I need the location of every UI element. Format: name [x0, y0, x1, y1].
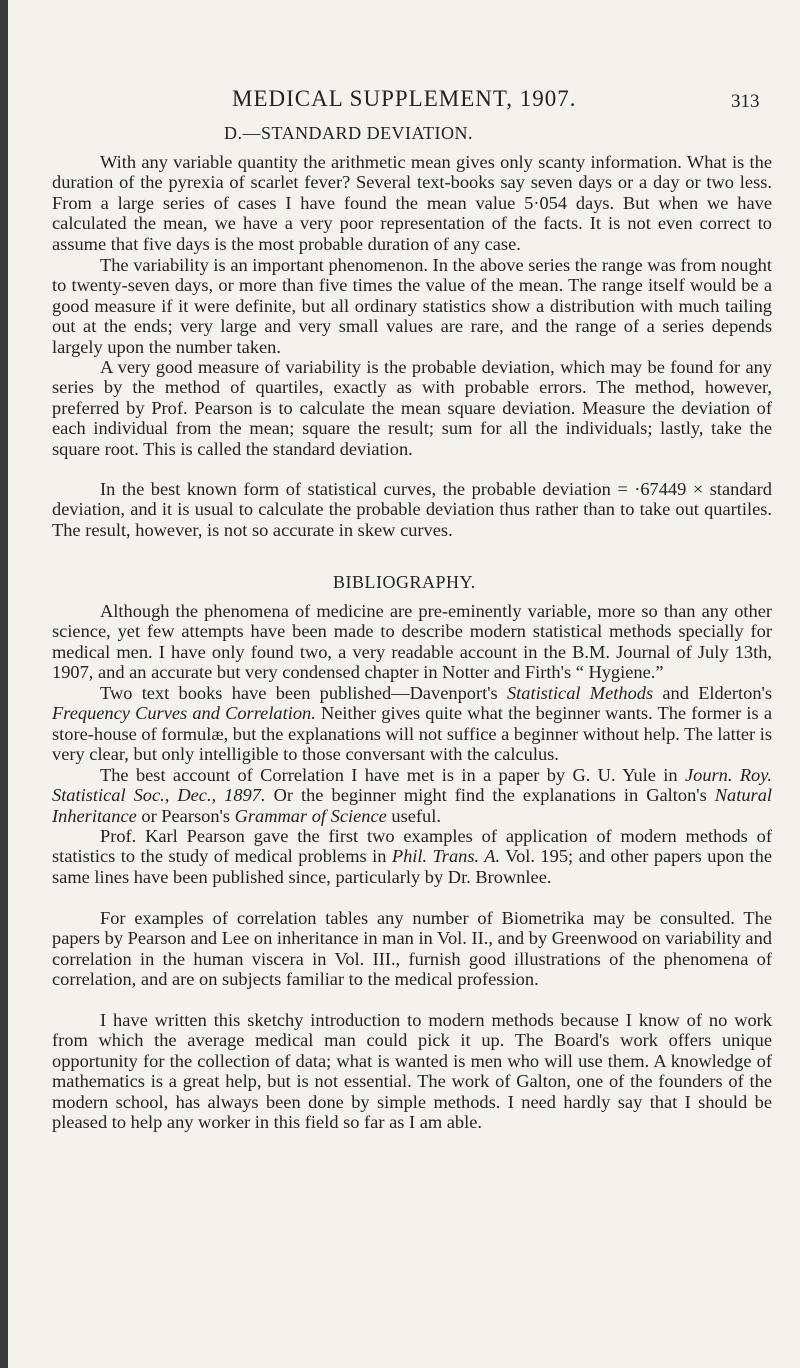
bibliography-paragraph-4 [52, 826, 772, 887]
bib-p4-text-before: Prof. Karl Pearson gave the first two examples of application of modern methods of statistics to the study of medical problems in [52, 826, 772, 867]
bibliography-paragraph-6: I have written this sketchy introduction to modern methods because I know of no work from which the average medical man could pick it up. The Board's work offers unique opportunity for the collection of data; what is wanted is men who will use them. A knowledge of mathematics is a great help, but is not essential. The work of Galton, one of the founders of the modern school, has always been done by simple methods. I need hardly say that I should be pleased to help any worker in this field so far as I am able. [52, 1010, 772, 1133]
book-title-statistical-methods: Statistical Methods [506, 683, 654, 703]
bib-p3-text-middle: Or the beginner might find the explanations in Galton's [265, 785, 715, 806]
bib-p4-text-after: Vol. 195; and other papers upon the same lines have been published since, particularly by Dr. Brownlee. [52, 846, 772, 887]
journal-reference-phil-trans: Phil. Trans. A. [391, 846, 501, 867]
bib-p3-text-and: or Pearson's [136, 805, 235, 826]
paragraph-arithmetic-mean: With any variable quantity the arithmetic mean gives only scanty information. What is the duration of the pyrexia of scarlet fever? Several text-books say seven days or a day or two less. From a large series of cases I have found the mean value 5·054 days. But when we have calculated the mean, we have a very poor representation of the facts. It is not even correct to assume that five days is the most probable duration of any case. [52, 152, 772, 254]
bibliography-paragraph-3 [52, 765, 772, 826]
book-title-frequency-curves: Frequency Curves and Correlation. [52, 703, 316, 724]
paragraph-statistical-curves: In the best known form of statistical curves, the probable deviation = ·67449 × standard deviation, and it is usual to calculate the probable deviation thus rather than to take out quartiles. The result, however, is not so accurate in skew curves. [52, 479, 772, 540]
section-heading: D.—STANDARD DEVIATION. [224, 123, 474, 143]
bib-p2-text-before: Two text books have been published—Davenport's [100, 683, 507, 703]
bibliography-paragraph-2 [52, 683, 772, 765]
journal-reference-roy-stat-soc: Journ. Roy. Statistical Soc., Dec., 1897. [52, 765, 772, 806]
book-title-grammar-of-science: Grammar of Science [234, 805, 387, 826]
paragraph-probable-deviation: A very good measure of variability is the probable deviation, which may be found for any series by the method of quartiles, exactly as with probable errors. The method, however, preferred by Prof. Pearson is to calculate the mean square deviation. Measure the deviation of each individual from the mean; square the result; sum for all the individuals; lastly, take the square root. This is called the standard deviation. [52, 357, 772, 459]
bibliography-paragraph-5: For examples of correlation tables any number of Biometrika may be consulted. The papers by Pearson and Lee on inheritance in man in Vol. II., and by Greenwood on variability and correlation in the human viscera in Vol. III., furnish good illustrations of the phenomena of correlation, and are on subjects familiar to the medical profession. [52, 908, 772, 990]
paragraph-variability: The variability is an important phenomenon. In the above series the range was from nought to twenty-seven days, or more than five times the value of the mean. The range itself would be a good measure if it were definite, but all ordinary statistics show a distribution with much tailing out at the ends; very large and very small values are rare, and the range of a series depends largely upon the number taken. [52, 255, 772, 357]
bib-p3-text-after: useful. [386, 805, 441, 826]
bibliography-paragraph-1: Although the phenomena of medicine are pre-eminently variable, more so than any other science, yet few attempts have been made to describe modern statistical methods specially for medical men. I have only found two, a very readable account in the B.M. Journal of July 13th, 1907, and an accurate but very condensed chapter in Notter and Firth's “ Hygiene.” [52, 601, 772, 683]
page-edge-shadow [0, 0, 8, 1368]
running-head: MEDICAL SUPPLEMENT, 1907. [232, 86, 577, 111]
bibliography-heading: BIBLIOGRAPHY. [333, 572, 476, 592]
bib-p2-text-middle: and Elderton's [653, 683, 772, 703]
book-title-natural-inheritance: Natural Inheritance [52, 785, 772, 826]
page-number: 313 [731, 91, 760, 112]
bib-p2-text-after: Neither gives quite what the beginner wants. The former is a store-house of formulæ, but the explanations will not suffice a beginner without help. The latter is very clear, but only intelligible to those conversant with the calculus. [52, 703, 772, 765]
bib-p3-text-before: The best account of Correlation I have met is in a paper by G. U. Yule in [100, 765, 685, 785]
